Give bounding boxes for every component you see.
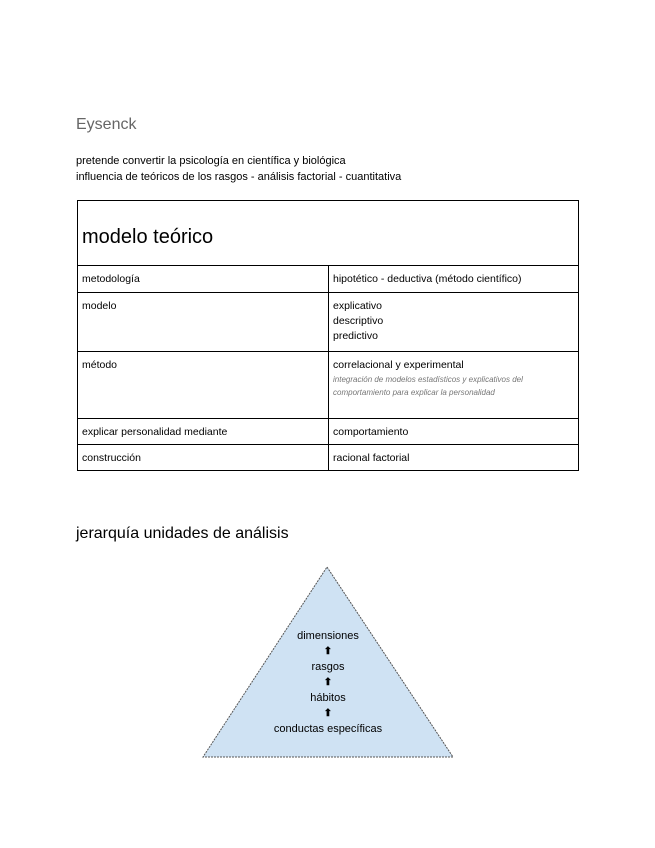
pyramid-level: hábitos <box>310 692 346 704</box>
row-label: método <box>78 352 329 419</box>
table-row <box>78 445 579 471</box>
row-label: modelo <box>78 293 329 352</box>
row-value-line: predictivo <box>333 330 378 342</box>
row-value <box>329 293 579 352</box>
hierarchy-title: jerarquía unidades de análisis <box>76 525 289 542</box>
row-label: explicar personalidad mediante <box>78 419 329 445</box>
model-table-title: modelo teórico <box>78 201 579 266</box>
table-row <box>78 293 579 352</box>
row-label: metodología <box>78 266 329 293</box>
pyramid-level: conductas específicas <box>273 723 383 735</box>
table-row <box>78 352 579 419</box>
arrow-up-icon: ⬆ <box>323 677 333 688</box>
row-value-line: correlacional y experimental <box>333 359 464 371</box>
row-value-line: descriptivo <box>333 315 384 327</box>
row-value: hipotético - deductiva (método científico) <box>329 266 579 293</box>
row-value-line: explicativo <box>333 300 383 312</box>
table-row <box>78 419 579 445</box>
intro-line: influencia de teóricos de los rasgos - análisis factorial - cuantitativa <box>76 171 402 183</box>
pyramid-levels <box>200 630 456 736</box>
arrow-up-icon: ⬆ <box>323 708 333 719</box>
row-value <box>329 352 579 419</box>
row-label: construcción <box>78 445 329 471</box>
page-title: Eysenck <box>76 116 137 133</box>
arrow-up-icon: ⬆ <box>323 646 333 657</box>
row-note: integración de modelos estadísticos y explicativos del comportamiento para explicar la personalidad <box>333 375 523 397</box>
row-value: racional factorial <box>329 445 579 471</box>
table-row <box>78 266 579 293</box>
pyramid-level: rasgos <box>311 661 345 673</box>
intro-line: pretende convertir la psicología en científica y biológica <box>76 155 346 167</box>
intro-text <box>76 153 401 185</box>
model-table <box>77 200 579 471</box>
row-value: comportamiento <box>329 419 579 445</box>
pyramid-level: dimensiones <box>297 630 359 642</box>
